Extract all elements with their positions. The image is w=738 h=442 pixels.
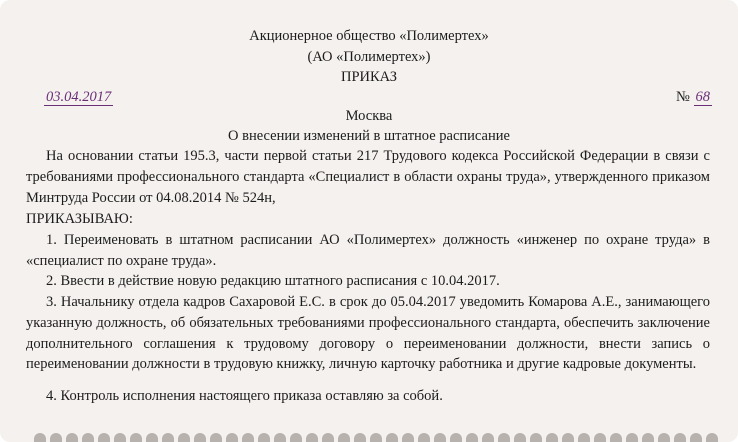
city: Москва <box>345 108 393 124</box>
document-type: ПРИКАЗ <box>340 69 398 85</box>
binder-hole <box>114 433 126 442</box>
order-word: ПРИКАЗЫВАЮ: <box>26 211 133 227</box>
binder-hole <box>370 433 382 442</box>
order-item-2: 2. Ввести в действие новую редакцию штатного расписания с 10.04.2017. <box>46 273 500 289</box>
binder-hole <box>626 433 638 442</box>
binder-hole <box>466 433 478 442</box>
binder-hole <box>66 433 78 442</box>
binder-hole <box>82 433 94 442</box>
binder-hole <box>274 433 286 442</box>
binder-hole <box>258 433 270 442</box>
binder-hole <box>562 433 574 442</box>
basis-paragraph: На основании статьи 195.3, части первой статьи 217 Трудового кодекса Российской Федерации в связи с требованиями профессионального стандарта «Специалист в области охраны труда», утвержденного приказом Минтруда России от 04.08.2014 № 524н, <box>26 148 710 206</box>
binder-hole <box>642 433 654 442</box>
order-number <box>676 87 712 107</box>
binder-hole <box>338 433 350 442</box>
binder-hole <box>498 433 510 442</box>
binder-hole <box>146 433 158 442</box>
binder-hole <box>178 433 190 442</box>
binder-hole <box>514 433 526 442</box>
binder-hole <box>706 433 718 442</box>
order-item-3: 3. Начальнику отдела кадров Сахаровой Е.С. в срок до 05.04.2017 уведомить Комарова А.Е., занимающего указанную должность, об обязательных требованиями профессионального стандарта, обеспечить заключение дополнительного соглашения к трудовому договору о переименовании должности, внести запись о переименовании должности в трудовую книжку, личную карточку работника и другие кадровые документы. <box>26 294 710 373</box>
binder-hole <box>210 433 222 442</box>
order-date <box>44 87 113 107</box>
binder-hole <box>546 433 558 442</box>
binder-hole <box>50 433 62 442</box>
binder-hole <box>322 433 334 442</box>
binder-hole <box>130 433 142 442</box>
binder-hole <box>690 433 702 442</box>
binder-hole <box>290 433 302 442</box>
company-name: Акционерное общество «Полимертех» <box>249 28 489 44</box>
order-number-prefix: № <box>676 89 690 105</box>
binder-hole <box>578 433 590 442</box>
binder-hole <box>482 433 494 442</box>
order-item-1: 1. Переименовать в штатном расписании АО «Полимертех» должность «инженер по охране труда» в «специалист по охране труда». <box>26 232 710 269</box>
binder-hole <box>418 433 430 442</box>
binder-hole <box>162 433 174 442</box>
binder-hole <box>306 433 318 442</box>
order-subject: О внесении изменений в штатное расписание <box>228 128 510 144</box>
binder-hole <box>402 433 414 442</box>
binder-hole <box>242 433 254 442</box>
company-short-name: (АО «Полимертех») <box>307 49 431 65</box>
binder-hole <box>674 433 686 442</box>
binder-hole <box>386 433 398 442</box>
binder-hole <box>34 433 46 442</box>
binder-hole <box>354 433 366 442</box>
binder-hole <box>610 433 622 442</box>
binder-hole <box>530 433 542 442</box>
binder-hole <box>226 433 238 442</box>
order-item-4: 4. Контроль исполнения настоящего приказа оставляю за собой. <box>46 388 443 404</box>
binder-hole <box>434 433 446 442</box>
binder-hole <box>450 433 462 442</box>
order-date-value: 03.04.2017 <box>46 89 112 105</box>
order-number-value: 68 <box>695 89 710 105</box>
binder-hole <box>594 433 606 442</box>
binder-hole <box>658 433 670 442</box>
binder-hole <box>194 433 206 442</box>
binder-hole <box>98 433 110 442</box>
binder-holes <box>34 430 718 442</box>
